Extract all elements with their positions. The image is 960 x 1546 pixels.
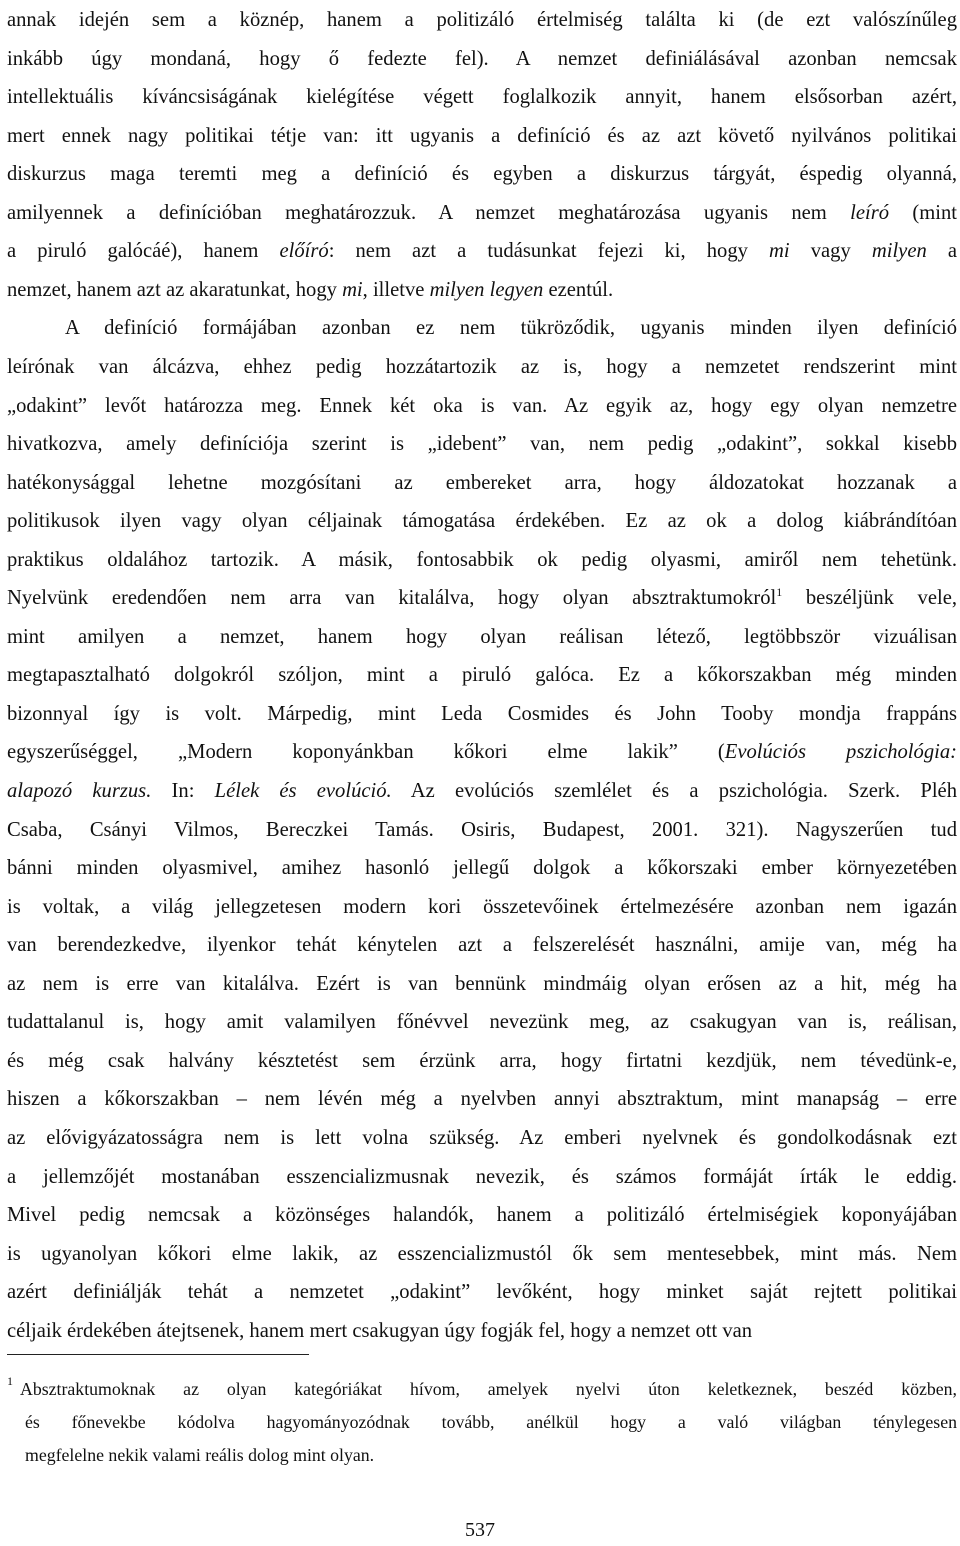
text-line: hivatkozva, amely definíciója szerint is „idebent” van, nem pedig „odakint”, sokkal kisebb [7,433,957,456]
text-line: és még csak halvány késztetést sem érzünk arra, hogy firtatni kezdjük, nem tévedünk-e, [7,1049,957,1072]
text-line: nemzet, hanem azt az akaratunkat, hogy mi, illetve milyen legyen ezentúl. [7,278,614,301]
text-line: a piruló galócáé), hanem előíró: nem azt a tudásunkat fejezi ki, hogy mi vagy milyen a [7,240,957,263]
text-line: annak idején sem a köznép, hanem a politizáló értelmiség találta ki (de ezt valószínűleg [7,9,957,31]
text-line: A definíció formájában azonban ez nem tükröződik, ugyanis minden ilyen definíció [65,317,957,340]
text-line: diskurzus maga teremti meg a definíció és egyben a diskurzus tárgyát, éspedig olyanná, [7,163,957,186]
footnote-line: és főnevekbe kódolva hagyományozódnak tovább, anélkül hogy a való világban ténylegesen [25,1412,957,1432]
footnote-line: Absztraktumoknak az olyan kategóriákat hívom, amelyek nyelvi úton keletkeznek, beszéd közben, [20,1379,957,1399]
text-line: alapozó kurzus. In: Lélek és evolúció. Az evolúciós szemlélet és a pszichológia. Szerk. Pléh [7,780,957,802]
text-line: az nem is erre van kitalálva. Ezért is van bennünk mindmáig olyan erősen az a hit, még ha [7,972,957,995]
text-line: Csaba, Csányi Vilmos, Bereczkei Tamás. Osiris, Budapest, 2001. 321). Nagyszerűen tud [7,818,957,841]
text-line: az elővigyázatosságra nem is lett volna szükség. Az emberi nyelvnek és gondolkodásnak ezt [7,1126,957,1149]
text-line: egyszerűséggel, „Modern koponyánkban kőkori elme lakik” (Evolúciós pszichológia: [7,741,957,764]
text-line: leírónak van álcázva, ehhez pedig hozzátartozik az is, hogy a nemzetet rendszerint mint [7,355,957,378]
text-line: amilyennek a definícióban meghatározzuk. A nemzet meghatározása ugyanis nem leíró (mint [7,201,957,224]
text-line: tudattalanul is, hogy amit valamilyen főnévvel nevezünk meg, az csakugyan van is, reálisan, [7,1011,957,1034]
text-line: azért definiálják tehát a nemzetet „odakint” levőként, hogy minket saját rejtett politikai [7,1281,957,1304]
text-line: Mivel pedig nemcsak a közönséges halandók, hanem a politizáló értelmiségiek koponyájában [7,1204,957,1227]
text-line: mint amilyen a nemzet, hanem hogy olyan reálisan létező, legtöbbször vizuálisan [7,625,957,648]
text-line: praktikus oldalához tartozik. A másik, fontosabbik ok pedig olyasmi, amiről nem tehetünk. [7,548,957,571]
text-line: van berendezkedve, ilyenkor tehát kénytelen azt a felszerelését használni, amije van, még ha [7,934,957,957]
text-line: Nyelvünk eredendően nem arra van kitalálva, hogy olyan absztraktumokról$^1$ beszéljünk vele, [7,585,958,610]
text-line: intellektuális kíváncsiságának kielégítése végett foglalkozik annyit, hanem elsősorban azért, [7,86,957,109]
text-line: politikusok ilyen vagy olyan céljainak támogatása érdekében. Ez az ok a dolog kiábrándítóan [7,510,957,533]
page-number: 537 [465,1519,495,1541]
text-line: „odakint” levőt határozza meg. Ennek két oka is van. Az egyik az, hogy egy olyan nemzetre [7,394,957,417]
text-line: bizonnyal így is volt. Márpedig, mint Leda Cosmides és John Tooby mondja frappáns [7,702,957,725]
footnote-marker: 1 [7,1374,13,1388]
footnote-separator [7,1354,309,1355]
text-line: is voltak, a világ jellegzetesen modern kori összetevőinek értelmezésére azonban nem igazán [7,895,957,918]
text-line: inkább úgy mondaná, hogy ő fedezte fel). A nemzet definiálásával azonban nemcsak [7,47,957,70]
footnote-line: megfelelne nekik valami reális dolog mint olyan. [25,1445,375,1465]
text-line: hiszen a kőkorszakban – nem lévén még a nyelvben annyi absztraktum, mint manapság – erre [7,1088,957,1111]
text-line: a jellemzőjét mostanában esszencializmusnak nevezik, és számos formáját írták le eddig. [7,1165,957,1188]
text-line: céljaik érdekében átejtsenek, hanem mert csakugyan úgy fogják fel, hogy a nemzet ott van [7,1319,753,1342]
text-line: is ugyanolyan kőkori elme lakik, az esszencializmustól ők sem mentesebbek, mint más. Nem [7,1242,957,1265]
text-line: bánni minden olyasmivel, amihez hasonló jellegű dolgok a kőkorszaki ember környezetében [7,857,957,880]
text-line: megtapasztalható dolgokról szóljon, mint a piruló galóca. Ez a kőkorszakban még minden [7,664,957,687]
text-line: hatékonysággal lehetne mozgósítani az embereket arra, hogy áldozatokat hozzanak a [7,471,957,494]
text-line: mert ennek nagy politikai tétje van: itt ugyanis a definíció és az azt követő nyilvános politikai [7,124,957,147]
